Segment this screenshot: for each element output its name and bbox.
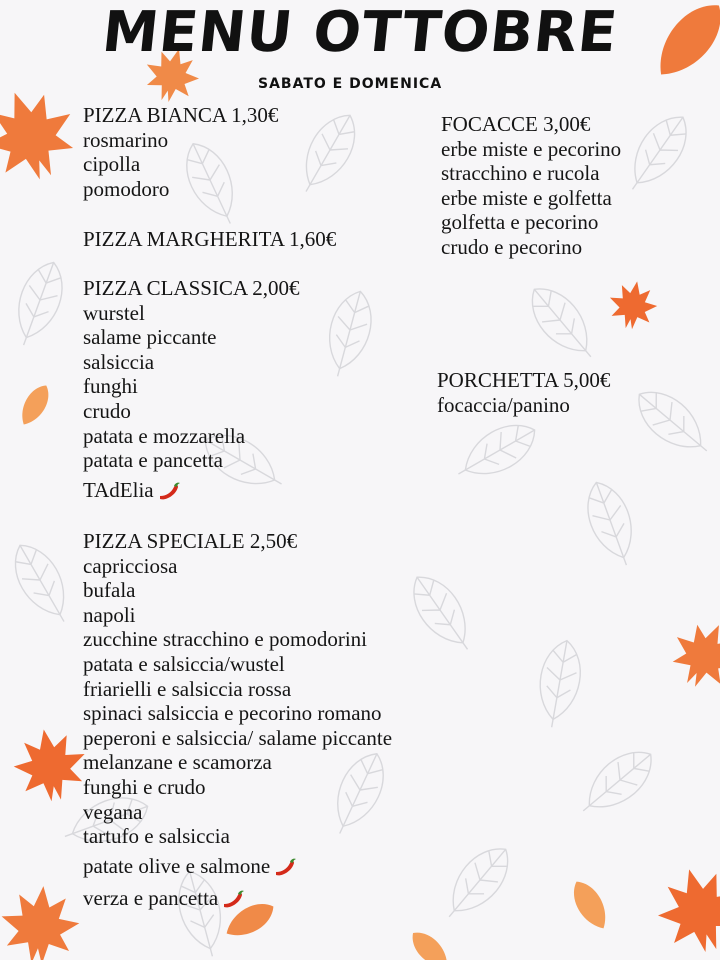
chili-pepper-icon: [156, 481, 182, 503]
menu-item: spinaci salsiccia e pecorino romano: [83, 701, 382, 726]
section-heading: PIZZA MARGHERITA 1,60€: [83, 227, 337, 251]
menu-item: salame piccante: [83, 325, 217, 350]
menu-item: zucchine stracchino e pomodorini: [83, 627, 367, 652]
menu-item-spicy: [83, 473, 299, 505]
menu-item: golfetta e pecorino: [441, 210, 599, 235]
menu-item: napoli: [83, 602, 136, 627]
chili-pepper-icon: [220, 889, 246, 911]
section-porchetta: [437, 368, 610, 417]
menu-item: crudo: [83, 398, 131, 423]
menu-item-spicy: [83, 849, 392, 881]
menu-item-label: TAdElia: [83, 477, 154, 502]
menu-subtitle: SABATO E DOMENICA: [258, 76, 443, 92]
section-heading: PORCHETTA 5,00€: [437, 368, 611, 392]
section-pizza-classica: [83, 276, 299, 505]
menu-item: melanzane e scamorza: [83, 750, 272, 775]
menu-item: focaccia/panino: [437, 392, 570, 417]
section-heading: FOCACCE 3,00€: [441, 112, 591, 136]
menu-item: erbe miste e pecorino: [441, 136, 622, 161]
menu-item: tartufo e salsiccia: [83, 824, 230, 849]
menu-item: wurstel: [83, 300, 145, 325]
menu-item: erbe miste e golfetta: [441, 185, 612, 210]
menu-item: peperoni e salsiccia/ salame piccante: [83, 725, 393, 750]
chili-pepper-icon: [272, 857, 298, 879]
menu-item: crudo e pecorino: [441, 234, 583, 259]
menu-item: bufala: [83, 578, 136, 603]
section-heading: PIZZA CLASSICA 2,00€: [83, 276, 300, 300]
section-heading: PIZZA BIANCA 1,30€: [83, 103, 279, 127]
menu-item: friarielli e salsiccia rossa: [83, 676, 292, 701]
menu-title: MENU OTTOBRE: [99, 0, 621, 65]
menu-item: vegana: [83, 799, 143, 824]
section-pizza-bianca: [83, 103, 278, 201]
section-pizza-margherita: [83, 227, 336, 252]
menu-item: funghi: [83, 374, 138, 399]
menu-item: funghi e crudo: [83, 774, 206, 799]
menu-item: patata e salsiccia/wustel: [83, 651, 285, 676]
menu-item: patata e mozzarella: [83, 423, 246, 448]
menu-item-spicy: [83, 881, 392, 913]
menu-item-label: verza e pancetta: [83, 885, 219, 910]
menu-item: pomodoro: [83, 176, 170, 201]
section-pizza-speciale: [83, 529, 392, 913]
menu-item: cipolla: [83, 152, 141, 177]
menu-item-label: patate olive e salmone: [83, 853, 271, 878]
menu-item: rosmarino: [83, 127, 169, 152]
section-focacce: [441, 112, 621, 260]
menu-item: patata e pancetta: [83, 448, 223, 473]
menu-item: capricciosa: [83, 553, 178, 578]
section-heading: PIZZA SPECIALE 2,50€: [83, 529, 298, 553]
menu-item: stracchino e rucola: [441, 161, 600, 186]
menu-item: salsiccia: [83, 349, 155, 374]
